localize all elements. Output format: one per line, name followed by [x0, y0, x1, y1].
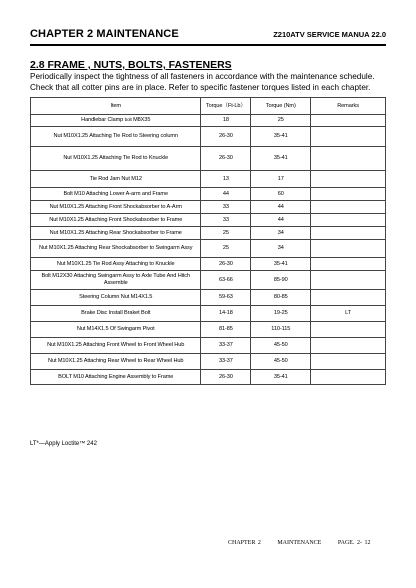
cell-ftlb: 63-66: [201, 271, 251, 290]
cell-nm: 19-25: [251, 306, 311, 322]
cell-remarks: [311, 370, 386, 385]
cell-ftlb: 81-85: [201, 322, 251, 338]
cell-nm: 44: [251, 201, 311, 214]
cell-remarks: [311, 290, 386, 306]
cell-ftlb: 33: [201, 201, 251, 214]
cell-item: Nut M10X1.25 Tie Rod Assy Attaching to Knuckle: [31, 258, 201, 271]
table-row: [31, 147, 386, 171]
header-rule: [30, 44, 386, 46]
section-intro: Periodically inspect the tightness of all fasteners in accordance with the maintenance schedule. Check that all cotter pins are in place. Refer to specific fastener torques listed in each chapter.: [30, 72, 375, 92]
cell-nm: 110-115: [251, 322, 311, 338]
cell-item: Brake Disc Install Braket Bolt: [31, 306, 201, 322]
table-row: [31, 171, 386, 188]
manual-title: Z210ATV SERVICE MANUA 22.0: [273, 30, 386, 39]
cell-item: Nut M10X1.25 Attaching Rear Wheel to Rear Wheel Hub: [31, 354, 201, 370]
cell-item: Nut M10X1.25 Attaching Front Wheel to Front Wheel Hub: [31, 338, 201, 354]
cell-ftlb: 18: [201, 115, 251, 127]
table-row: [31, 214, 386, 227]
footer-section: MAINTENANCE: [277, 540, 322, 546]
cell-ftlb: 26-30: [201, 258, 251, 271]
cell-nm: 34: [251, 227, 311, 240]
cell-ftlb: 44: [201, 188, 251, 201]
cell-nm: 44: [251, 214, 311, 227]
cell-remarks: [311, 322, 386, 338]
cell-item: Nut M10X1.25 Attaching Rear Shockabsorber to Frame: [31, 227, 201, 240]
cell-item: Handlebar Clamp bolt M8X35: [31, 115, 201, 127]
loctite-note: LT*—Apply Loctite™ 242: [30, 441, 97, 447]
cell-nm: 35-41: [251, 258, 311, 271]
cell-remarks: [311, 271, 386, 290]
col-header-item: Item: [31, 98, 201, 115]
cell-ftlb: 13: [201, 171, 251, 188]
cell-ftlb: 25: [201, 240, 251, 258]
cell-remarks: [311, 201, 386, 214]
cell-nm: 25: [251, 115, 311, 127]
col-header-nm: Torque (Nm): [251, 98, 311, 115]
page-footer: [228, 540, 384, 546]
cell-item: Nut M10X1.25 Attaching Front Shockabsorber to A-Arm: [31, 201, 201, 214]
table-row: [31, 258, 386, 271]
cell-remarks: LT: [311, 306, 386, 322]
table-row: [31, 201, 386, 214]
torque-table: [30, 97, 386, 385]
cell-remarks: [311, 338, 386, 354]
cell-ftlb: 25: [201, 227, 251, 240]
cell-nm: 60: [251, 188, 311, 201]
cell-item: BOLT M10 Attaching Engine Assembly to Frame: [31, 370, 201, 385]
cell-item: Nut M14X1.5 Of Swingarm Pivot: [31, 322, 201, 338]
cell-remarks: [311, 214, 386, 227]
cell-remarks: [311, 240, 386, 258]
cell-remarks: [311, 188, 386, 201]
cell-item: Tie Rod Jam Nut M12: [31, 171, 201, 188]
table-row: [31, 127, 386, 147]
cell-nm: 34: [251, 240, 311, 258]
cell-remarks: [311, 115, 386, 127]
cell-nm: 80-85: [251, 290, 311, 306]
footer-chapter: CHAPTER 2: [228, 540, 261, 546]
page-header: [30, 28, 386, 44]
table-row: [31, 271, 386, 290]
table-row: [31, 240, 386, 258]
cell-remarks: [311, 147, 386, 171]
cell-nm: 17: [251, 171, 311, 188]
cell-item: Bolt M10 Attaching Lower A-arm and Frame: [31, 188, 201, 201]
cell-item: Nut M10X1.25 Attaching Front Shockabsorber to Frame: [31, 214, 201, 227]
table-row: [31, 290, 386, 306]
cell-item: Nut M10X1.25 Attaching Rear Shockabsorber to Swingarm Assy: [31, 240, 201, 258]
table-row: [31, 115, 386, 127]
cell-remarks: [311, 171, 386, 188]
cell-remarks: [311, 127, 386, 147]
table-row: [31, 354, 386, 370]
cell-ftlb: 26-30: [201, 127, 251, 147]
cell-ftlb: 26-30: [201, 147, 251, 171]
col-header-remarks: Remarks: [311, 98, 386, 115]
cell-ftlb: 33: [201, 214, 251, 227]
cell-nm: 35-41: [251, 370, 311, 385]
cell-ftlb: 59-63: [201, 290, 251, 306]
table-row: [31, 188, 386, 201]
table-row: [31, 338, 386, 354]
footer-page: PAGE. 2- 12: [337, 540, 371, 546]
table-row: [31, 322, 386, 338]
chapter-title: CHAPTER 2 MAINTENANCE: [30, 28, 179, 40]
cell-nm: 45-50: [251, 354, 311, 370]
table-row: [31, 370, 386, 385]
cell-nm: 45-50: [251, 338, 311, 354]
table-row: [31, 306, 386, 322]
cell-item: Nut M10X1.25 Attaching Tie Rod to Steering column: [31, 127, 201, 147]
cell-ftlb: 26-30: [201, 370, 251, 385]
cell-remarks: [311, 227, 386, 240]
section-title: 2.8 FRAME , NUTS, BOLTS, FASTENERS: [30, 59, 232, 71]
cell-nm: 85-90: [251, 271, 311, 290]
cell-nm: 35-41: [251, 127, 311, 147]
col-header-ftlb: Torque（Ft-Lb）: [201, 98, 251, 115]
cell-item: Steering Column Nut M14X1.5: [31, 290, 201, 306]
cell-ftlb: 14-18: [201, 306, 251, 322]
cell-item: Nut M10X1.25 Attaching Tie Rod to Knuckle: [31, 147, 201, 171]
cell-item: Bolt M12X30 Attaching Swingarm Assy to Axle Tube And Hitch Assemble: [31, 271, 201, 290]
cell-remarks: [311, 354, 386, 370]
cell-ftlb: 33-37: [201, 338, 251, 354]
cell-remarks: [311, 258, 386, 271]
cell-ftlb: 33-37: [201, 354, 251, 370]
cell-nm: 35-41: [251, 147, 311, 171]
table-row: [31, 227, 386, 240]
table-header-row: [31, 98, 386, 115]
